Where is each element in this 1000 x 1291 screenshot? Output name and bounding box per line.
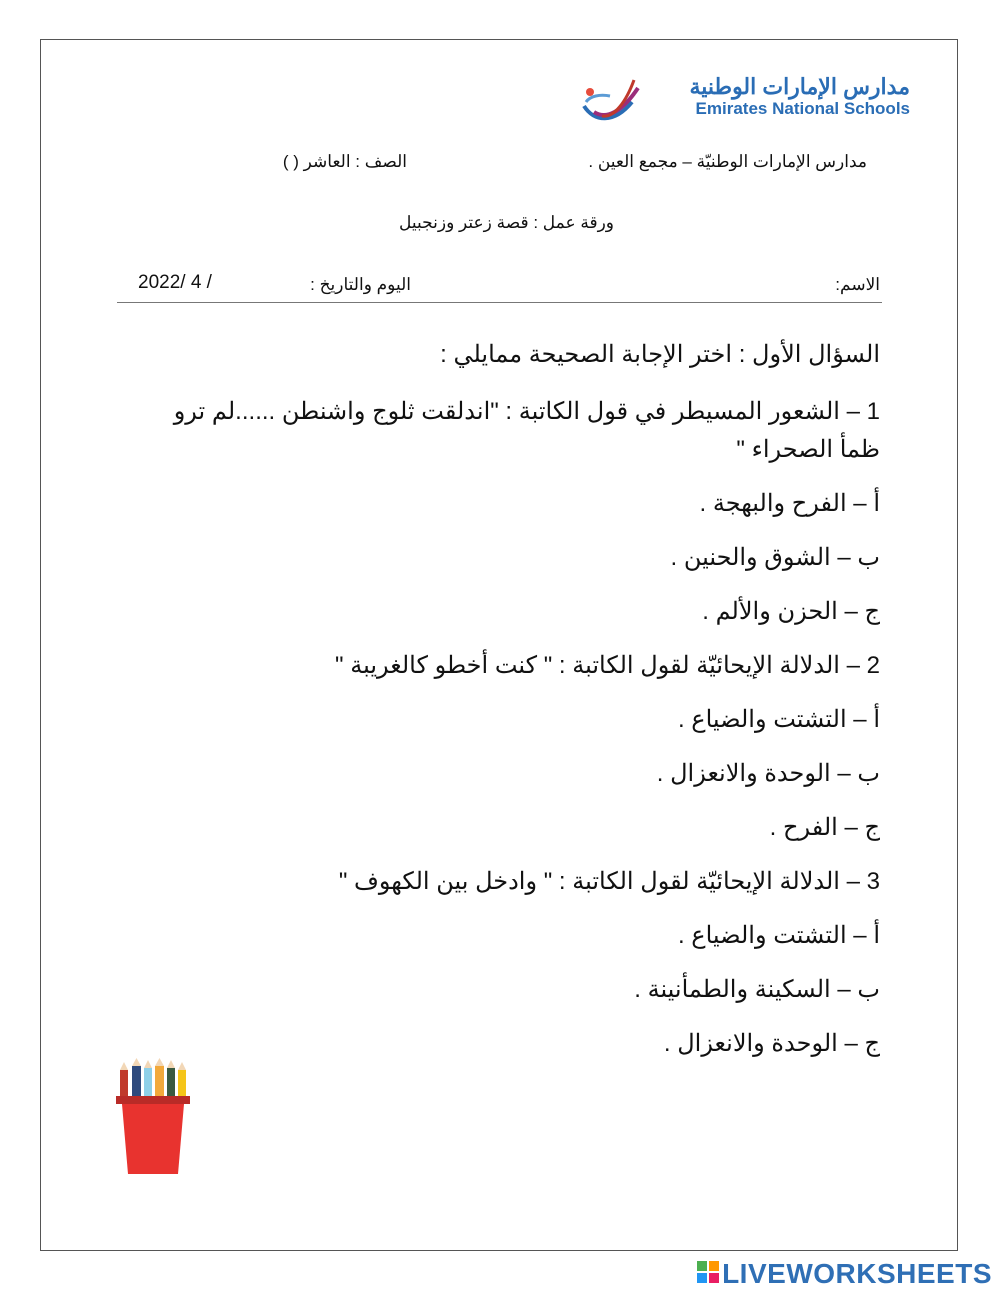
- question-2-prompt: 2 – الدلالة الإيحائيّة لقول الكاتبة : " كنت أخطو كالغريبة ": [335, 652, 880, 679]
- grade-label: الصف : العاشر ( ): [282, 152, 407, 171]
- question-1-option-c[interactable]: ج – الحزن والألم .: [702, 598, 880, 625]
- liveworksheets-brand[interactable]: LIVEWORKSHEETS: [722, 1258, 992, 1289]
- question-1-prompt: 1 – الشعور المسيطر في قول الكاتبة : "اندلقت ثلوج واشنطن ......لم ترو: [173, 398, 880, 425]
- question-1-option-a[interactable]: أ – الفرح والبهجة .: [699, 490, 880, 517]
- question-3-option-a[interactable]: أ – التشتت والضياع .: [677, 922, 880, 949]
- question-3-option-c[interactable]: ج – الوحدة والانعزال .: [663, 1030, 880, 1057]
- date-value: 2022/ 4 /: [138, 272, 212, 293]
- school-name-arabic: مدارس الإمارات الوطنية: [689, 74, 910, 99]
- pencil-cup-icon: [112, 1056, 196, 1176]
- question-heading: السؤال الأول : اختر الإجابة الصحيحة ممايلي :: [440, 341, 880, 368]
- worksheet-title: ورقة عمل : قصة زعتر وزنجبيل: [399, 213, 614, 232]
- date-label: اليوم والتاريخ :: [310, 275, 411, 294]
- liveworksheets-logo-icon: [697, 1261, 719, 1283]
- question-3-option-b[interactable]: ب – السكينة والطمأنينة .: [634, 976, 880, 1003]
- school-line: مدارس الإمارات الوطنيّة – مجمع العين .: [588, 152, 867, 171]
- question-2-option-b[interactable]: ب – الوحدة والانعزال .: [656, 760, 880, 787]
- question-3-prompt: 3 – الدلالة الإيحائيّة لقول الكاتبة : " وادخل بين الكهوف ": [338, 868, 880, 895]
- school-logo-icon: [580, 72, 642, 130]
- question-1-prompt-cont: ظمأ الصحراء ": [736, 436, 880, 463]
- name-label: الاسم:: [835, 275, 880, 294]
- question-2-option-c[interactable]: ج – الفرح .: [769, 814, 880, 841]
- school-name-english: Emirates National Schools: [695, 99, 910, 118]
- question-1-option-b[interactable]: ب – الشوق والحنين .: [670, 544, 880, 571]
- question-2-option-a[interactable]: أ – التشتت والضياع .: [677, 706, 880, 733]
- header-divider: [117, 302, 882, 303]
